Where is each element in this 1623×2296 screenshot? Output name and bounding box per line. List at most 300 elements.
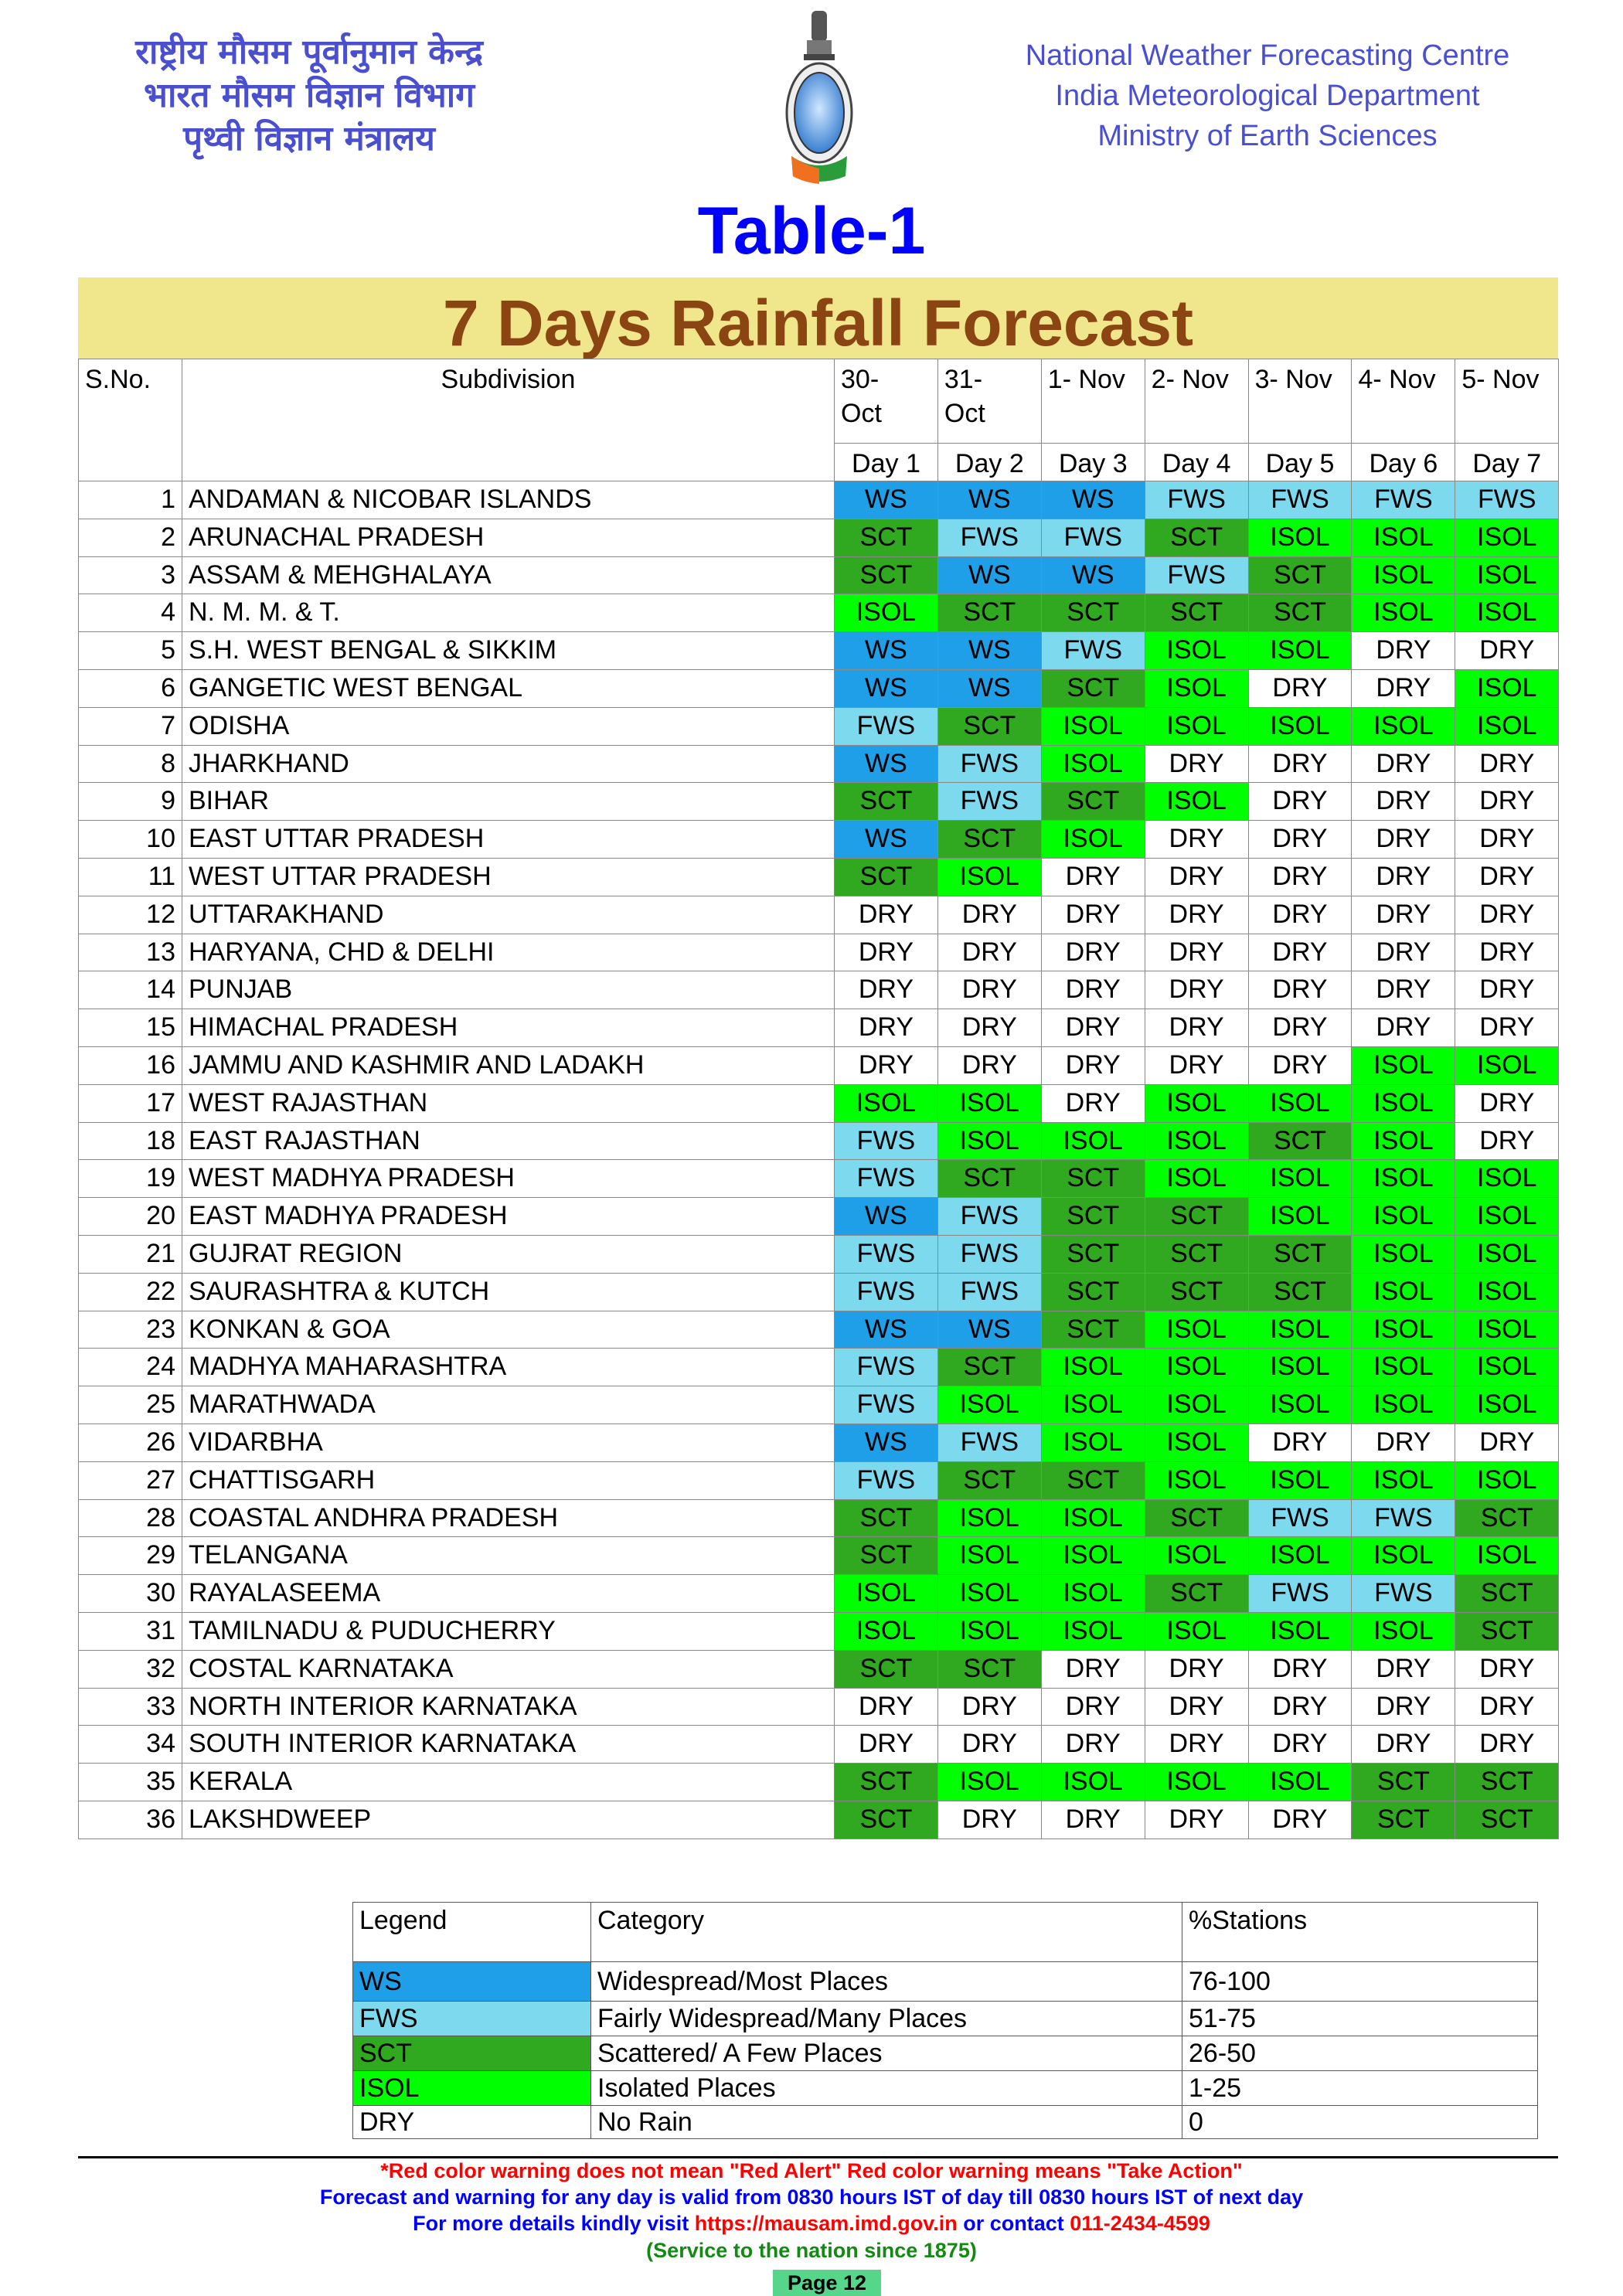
- sno-cell: 3: [79, 556, 182, 594]
- legend-row: [353, 2036, 1538, 2071]
- forecast-cell: ISOL: [1352, 1273, 1455, 1311]
- legend-code: SCT: [353, 2036, 591, 2071]
- forecast-cell: WS: [835, 632, 938, 670]
- table-row: [79, 783, 1559, 821]
- subdivision-cell: GUJRAT REGION: [182, 1235, 835, 1273]
- forecast-table: [78, 359, 1559, 1839]
- phone-number: 011-2434-4599: [1070, 2212, 1210, 2235]
- forecast-cell: ISOL: [1041, 745, 1145, 783]
- legend-row: [353, 2071, 1538, 2106]
- forecast-cell: ISOL: [1145, 669, 1248, 707]
- forecast-cell: DRY: [835, 1688, 938, 1726]
- forecast-cell: FWS: [1455, 481, 1559, 519]
- sno-cell: 29: [79, 1537, 182, 1575]
- legend-category: Scattered/ A Few Places: [591, 2036, 1182, 2071]
- sno-cell: 30: [79, 1575, 182, 1613]
- sno-cell: 20: [79, 1198, 182, 1236]
- forecast-cell: DRY: [937, 1801, 1041, 1839]
- table-row: [79, 1424, 1559, 1461]
- table-label: Table-1: [697, 194, 926, 268]
- sno-cell: 24: [79, 1349, 182, 1386]
- forecast-cell: SCT: [937, 1650, 1041, 1688]
- forecast-cell: WS: [937, 632, 1041, 670]
- forecast-cell: DRY: [1455, 1650, 1559, 1688]
- table-row: [79, 1349, 1559, 1386]
- forecast-cell: ISOL: [1455, 1386, 1559, 1424]
- subdivision-cell: NORTH INTERIOR KARNATAKA: [182, 1688, 835, 1726]
- legend-row: [353, 1962, 1538, 2002]
- day-header: Day 5: [1248, 444, 1352, 481]
- table-row: [79, 1160, 1559, 1198]
- forecast-cell: WS: [835, 1311, 938, 1349]
- forecast-cell: SCT: [1352, 1764, 1455, 1801]
- subdivision-cell: WEST UTTAR PRADESH: [182, 858, 835, 896]
- forecast-cell: ISOL: [937, 1122, 1041, 1160]
- hindi-line: राष्ट्रीय मौसम पूर्वानुमान केन्द्र: [135, 32, 483, 72]
- forecast-cell: SCT: [835, 1801, 938, 1839]
- forecast-cell: DRY: [1145, 821, 1248, 859]
- sno-cell: 6: [79, 669, 182, 707]
- forecast-cell: ISOL: [1145, 707, 1248, 745]
- legend-category: No Rain: [591, 2106, 1182, 2139]
- forecast-cell: ISOL: [1145, 1160, 1248, 1198]
- forecast-cell: DRY: [1352, 934, 1455, 971]
- forecast-cell: ISOL: [1145, 1122, 1248, 1160]
- sno-cell: 4: [79, 594, 182, 632]
- hindi-line: पृथ्वी विज्ञान मंत्रालय: [183, 119, 435, 158]
- subdivision-cell: MADHYA MAHARASHTRA: [182, 1349, 835, 1386]
- table-row: [79, 1575, 1559, 1613]
- table-row: [79, 1084, 1559, 1122]
- forecast-cell: ISOL: [1041, 1764, 1145, 1801]
- forecast-cell: ISOL: [1455, 556, 1559, 594]
- date-header: 31- Oct: [937, 359, 1041, 444]
- forecast-cell: FWS: [835, 1461, 938, 1499]
- forecast-cell: DRY: [1145, 934, 1248, 971]
- table-row: [79, 745, 1559, 783]
- forecast-cell: FWS: [835, 1349, 938, 1386]
- forecast-cell: DRY: [1352, 821, 1455, 859]
- forecast-cell: FWS: [835, 707, 938, 745]
- forecast-cell: ISOL: [1455, 707, 1559, 745]
- forecast-cell: SCT: [1041, 669, 1145, 707]
- forecast-cell: ISOL: [1041, 1386, 1145, 1424]
- table-row: [79, 1311, 1559, 1349]
- forecast-cell: ISOL: [1455, 1160, 1559, 1198]
- forecast-cell: DRY: [1352, 1424, 1455, 1461]
- forecast-cell: SCT: [1041, 594, 1145, 632]
- forecast-cell: ISOL: [1145, 783, 1248, 821]
- forecast-cell: DRY: [1041, 858, 1145, 896]
- date-header: 3- Nov: [1248, 359, 1352, 444]
- sno-cell: 11: [79, 858, 182, 896]
- forecast-cell: DRY: [1145, 1009, 1248, 1047]
- forecast-cell: WS: [835, 1198, 938, 1236]
- sno-cell: 19: [79, 1160, 182, 1198]
- subdivision-header: Subdivision: [182, 359, 835, 481]
- legend-stations: 0: [1182, 2106, 1538, 2139]
- forecast-cell: DRY: [1145, 858, 1248, 896]
- forecast-cell: ISOL: [1041, 1612, 1145, 1650]
- forecast-cell: DRY: [1455, 858, 1559, 896]
- forecast-cell: SCT: [1041, 1461, 1145, 1499]
- forecast-cell: SCT: [1145, 1575, 1248, 1613]
- forecast-cell: SCT: [835, 858, 938, 896]
- forecast-cell: ISOL: [1352, 707, 1455, 745]
- forecast-cell: ISOL: [1145, 1084, 1248, 1122]
- forecast-cell: ISOL: [1248, 1612, 1352, 1650]
- forecast-cell: DRY: [1455, 934, 1559, 971]
- sno-cell: 18: [79, 1122, 182, 1160]
- forecast-cell: DRY: [1145, 1650, 1248, 1688]
- sno-cell: 33: [79, 1688, 182, 1726]
- legend-header: %Stations: [1182, 1903, 1538, 1962]
- forecast-cell: ISOL: [1248, 1386, 1352, 1424]
- forecast-cell: DRY: [1248, 669, 1352, 707]
- subdivision-cell: EAST UTTAR PRADESH: [182, 821, 835, 859]
- subdivision-cell: S.H. WEST BENGAL & SIKKIM: [182, 632, 835, 670]
- table-row: [79, 896, 1559, 934]
- forecast-cell: SCT: [937, 1160, 1041, 1198]
- subdivision-cell: ARUNACHAL PRADESH: [182, 519, 835, 556]
- hindi-org-name: [85, 31, 533, 161]
- table-row: [79, 1461, 1559, 1499]
- forecast-cell: DRY: [835, 1046, 938, 1084]
- forecast-cell: ISOL: [1352, 1235, 1455, 1273]
- sno-cell: 34: [79, 1726, 182, 1764]
- forecast-cell: DRY: [835, 934, 938, 971]
- forecast-cell: DRY: [1041, 934, 1145, 971]
- forecast-cell: DRY: [1455, 896, 1559, 934]
- table-row: [79, 1198, 1559, 1236]
- forecast-cell: ISOL: [1248, 1764, 1352, 1801]
- forecast-cell: SCT: [1041, 1160, 1145, 1198]
- forecast-cell: DRY: [1352, 783, 1455, 821]
- forecast-cell: ISOL: [1352, 1122, 1455, 1160]
- forecast-cell: WS: [937, 669, 1041, 707]
- forecast-cell: SCT: [835, 783, 938, 821]
- sno-cell: 8: [79, 745, 182, 783]
- details-note: [0, 2212, 1623, 2236]
- legend-header: Category: [591, 1903, 1182, 1962]
- forecast-cell: FWS: [937, 1198, 1041, 1236]
- forecast-cell: DRY: [937, 1688, 1041, 1726]
- forecast-cell: FWS: [835, 1235, 938, 1273]
- forecast-cell: DRY: [937, 971, 1041, 1009]
- english-org-name: [1005, 36, 1530, 156]
- forecast-cell: ISOL: [1145, 1537, 1248, 1575]
- forecast-cell: DRY: [1248, 858, 1352, 896]
- forecast-cell: SCT: [937, 1349, 1041, 1386]
- forecast-cell: SCT: [1041, 1273, 1145, 1311]
- table-row: [79, 519, 1559, 556]
- sno-cell: 7: [79, 707, 182, 745]
- legend-stations: 51-75: [1182, 2002, 1538, 2036]
- forecast-cell: DRY: [1145, 1046, 1248, 1084]
- subdivision-cell: TAMILNADU & PUDUCHERRY: [182, 1612, 835, 1650]
- table-row: [79, 707, 1559, 745]
- forecast-cell: DRY: [1145, 1726, 1248, 1764]
- subdivision-cell: EAST MADHYA PRADESH: [182, 1198, 835, 1236]
- banner-title: 7 Days Rainfall Forecast: [78, 277, 1558, 359]
- subdivision-cell: COASTAL ANDHRA PRADESH: [182, 1499, 835, 1537]
- forecast-cell: FWS: [1352, 1499, 1455, 1537]
- forecast-cell: SCT: [1041, 783, 1145, 821]
- forecast-cell: ISOL: [1145, 1461, 1248, 1499]
- forecast-cell: ISOL: [835, 594, 938, 632]
- forecast-cell: DRY: [1145, 896, 1248, 934]
- table-row: [79, 1046, 1559, 1084]
- forecast-cell: ISOL: [835, 1612, 938, 1650]
- subdivision-cell: UTTARAKHAND: [182, 896, 835, 934]
- sno-cell: 36: [79, 1801, 182, 1839]
- forecast-cell: DRY: [835, 896, 938, 934]
- forecast-cell: WS: [835, 745, 938, 783]
- subdivision-cell: COSTAL KARNATAKA: [182, 1650, 835, 1688]
- sno-cell: 5: [79, 632, 182, 670]
- table-row: [79, 1537, 1559, 1575]
- forecast-cell: WS: [1041, 481, 1145, 519]
- forecast-cell: SCT: [1248, 1273, 1352, 1311]
- legend-stations: 26-50: [1182, 2036, 1538, 2071]
- details-prefix: For more details kindly visit: [413, 2212, 695, 2235]
- footer-divider: [78, 2156, 1558, 2158]
- subdivision-cell: EAST RAJASTHAN: [182, 1122, 835, 1160]
- day-header: Day 3: [1041, 444, 1145, 481]
- sno-cell: 25: [79, 1386, 182, 1424]
- forecast-cell: DRY: [1145, 971, 1248, 1009]
- forecast-cell: FWS: [1248, 481, 1352, 519]
- forecast-cell: DRY: [1352, 669, 1455, 707]
- subdivision-cell: VIDARBHA: [182, 1424, 835, 1461]
- subdivision-cell: WEST RAJASTHAN: [182, 1084, 835, 1122]
- table-row: [79, 1726, 1559, 1764]
- forecast-cell: ISOL: [1248, 1084, 1352, 1122]
- forecast-cell: DRY: [1145, 745, 1248, 783]
- forecast-cell: FWS: [835, 1122, 938, 1160]
- table-row: [79, 1764, 1559, 1801]
- forecast-cell: ISOL: [937, 1537, 1041, 1575]
- subdivision-cell: WEST MADHYA PRADESH: [182, 1160, 835, 1198]
- forecast-cell: DRY: [1041, 1688, 1145, 1726]
- forecast-cell: ISOL: [1352, 594, 1455, 632]
- sno-cell: 28: [79, 1499, 182, 1537]
- forecast-cell: SCT: [937, 707, 1041, 745]
- forecast-cell: DRY: [1248, 971, 1352, 1009]
- forecast-cell: DRY: [1352, 896, 1455, 934]
- english-line: India Meteorological Department: [1055, 80, 1480, 112]
- legend-code: WS: [353, 1962, 591, 2002]
- page-number: Page 12: [773, 2270, 881, 2296]
- forecast-cell: SCT: [1145, 519, 1248, 556]
- forecast-cell: DRY: [1455, 821, 1559, 859]
- forecast-cell: FWS: [1248, 1499, 1352, 1537]
- legend-code: ISOL: [353, 2071, 591, 2106]
- sno-cell: 35: [79, 1764, 182, 1801]
- subdivision-cell: RAYALASEEMA: [182, 1575, 835, 1613]
- forecast-cell: DRY: [1352, 1688, 1455, 1726]
- forecast-cell: SCT: [1145, 1273, 1248, 1311]
- legend-header: Legend: [353, 1903, 591, 1962]
- forecast-cell: DRY: [1455, 1726, 1559, 1764]
- forecast-cell: SCT: [1455, 1764, 1559, 1801]
- forecast-cell: DRY: [937, 1009, 1041, 1047]
- forecast-cell: DRY: [835, 1009, 938, 1047]
- table-row: [79, 1009, 1559, 1047]
- legend-header-row: [353, 1903, 1538, 1962]
- forecast-cell: SCT: [1248, 1122, 1352, 1160]
- forecast-cell: DRY: [1041, 1801, 1145, 1839]
- forecast-cell: ISOL: [1248, 519, 1352, 556]
- subdivision-cell: ASSAM & MEHGHALAYA: [182, 556, 835, 594]
- table-row: [79, 1235, 1559, 1273]
- forecast-cell: DRY: [835, 1726, 938, 1764]
- forecast-cell: DRY: [1455, 1009, 1559, 1047]
- forecast-cell: DRY: [1455, 745, 1559, 783]
- forecast-cell: ISOL: [1248, 1461, 1352, 1499]
- imd-emblem-icon: [765, 5, 873, 187]
- forecast-cell: ISOL: [1145, 1612, 1248, 1650]
- forecast-cell: DRY: [1455, 783, 1559, 821]
- forecast-cell: DRY: [1041, 1726, 1145, 1764]
- forecast-cell: ISOL: [1352, 1386, 1455, 1424]
- contact-text: or contact: [957, 2212, 1070, 2235]
- forecast-cell: ISOL: [1145, 1424, 1248, 1461]
- forecast-cell: SCT: [937, 1461, 1041, 1499]
- forecast-cell: SCT: [1145, 1499, 1248, 1537]
- hindi-line: भारत मौसम विज्ञान विभाग: [144, 76, 475, 115]
- forecast-cell: DRY: [937, 896, 1041, 934]
- forecast-cell: WS: [937, 556, 1041, 594]
- forecast-cell: SCT: [1455, 1575, 1559, 1613]
- sno-cell: 21: [79, 1235, 182, 1273]
- forecast-cell: ISOL: [1455, 1311, 1559, 1349]
- forecast-cell: ISOL: [1455, 594, 1559, 632]
- subdivision-cell: TELANGANA: [182, 1537, 835, 1575]
- subdivision-cell: KERALA: [182, 1764, 835, 1801]
- forecast-cell: FWS: [1352, 1575, 1455, 1613]
- website-link[interactable]: https://mausam.imd.gov.in: [694, 2212, 958, 2235]
- subdivision-cell: ANDAMAN & NICOBAR ISLANDS: [182, 481, 835, 519]
- forecast-cell: ISOL: [1352, 1160, 1455, 1198]
- forecast-cell: DRY: [1248, 745, 1352, 783]
- forecast-cell: ISOL: [1248, 632, 1352, 670]
- forecast-cell: ISOL: [1352, 1349, 1455, 1386]
- forecast-cell: SCT: [1248, 594, 1352, 632]
- forecast-cell: DRY: [1352, 745, 1455, 783]
- forecast-cell: ISOL: [1145, 1764, 1248, 1801]
- forecast-cell: ISOL: [1352, 1046, 1455, 1084]
- forecast-cell: SCT: [1455, 1499, 1559, 1537]
- forecast-cell: SCT: [937, 594, 1041, 632]
- forecast-cell: DRY: [1041, 1084, 1145, 1122]
- forecast-cell: DRY: [1248, 896, 1352, 934]
- forecast-cell: DRY: [835, 971, 938, 1009]
- forecast-cell: ISOL: [1455, 1235, 1559, 1273]
- forecast-cell: SCT: [1041, 1235, 1145, 1273]
- forecast-cell: DRY: [1455, 971, 1559, 1009]
- forecast-cell: DRY: [1352, 1726, 1455, 1764]
- sno-cell: 9: [79, 783, 182, 821]
- forecast-cell: DRY: [1352, 858, 1455, 896]
- day-header: Day 4: [1145, 444, 1248, 481]
- day-header: Day 7: [1455, 444, 1559, 481]
- legend-row: [353, 2106, 1538, 2139]
- forecast-cell: DRY: [1248, 783, 1352, 821]
- subdivision-cell: N. M. M. & T.: [182, 594, 835, 632]
- forecast-cell: DRY: [1455, 1122, 1559, 1160]
- forecast-cell: DRY: [1352, 971, 1455, 1009]
- legend-stations: 76-100: [1182, 1962, 1538, 2002]
- forecast-cell: SCT: [1145, 1235, 1248, 1273]
- date-header: 5- Nov: [1455, 359, 1559, 444]
- forecast-cell: DRY: [1248, 1801, 1352, 1839]
- warning-note: *Red color warning does not mean "Red Alert" Red color warning means "Take Action": [380, 2159, 1243, 2182]
- forecast-cell: SCT: [1041, 1198, 1145, 1236]
- forecast-cell: ISOL: [937, 1084, 1041, 1122]
- service-note: (Service to the nation since 1875): [646, 2239, 977, 2262]
- forecast-cell: ISOL: [1145, 632, 1248, 670]
- forecast-cell: FWS: [1041, 519, 1145, 556]
- forecast-cell: ISOL: [1455, 669, 1559, 707]
- sno-cell: 26: [79, 1424, 182, 1461]
- forecast-cell: DRY: [1248, 934, 1352, 971]
- forecast-cell: ISOL: [1352, 1537, 1455, 1575]
- sno-cell: 10: [79, 821, 182, 859]
- day-header: Day 1: [835, 444, 938, 481]
- table-row: [79, 858, 1559, 896]
- forecast-cell: SCT: [1455, 1612, 1559, 1650]
- forecast-cell: ISOL: [1041, 707, 1145, 745]
- table-row: [79, 1612, 1559, 1650]
- forecast-cell: ISOL: [1145, 1311, 1248, 1349]
- forecast-cell: FWS: [1352, 481, 1455, 519]
- validity-note: Forecast and warning for any day is valid from 0830 hours IST of day till 0830 hours IST of next day: [319, 2185, 1304, 2209]
- forecast-cell: FWS: [835, 1273, 938, 1311]
- sno-cell: 1: [79, 481, 182, 519]
- forecast-cell: WS: [1041, 556, 1145, 594]
- forecast-cell: ISOL: [1455, 1198, 1559, 1236]
- forecast-cell: DRY: [1352, 1650, 1455, 1688]
- forecast-cell: DRY: [1248, 1424, 1352, 1461]
- date-header: 4- Nov: [1352, 359, 1455, 444]
- forecast-cell: ISOL: [835, 1575, 938, 1613]
- forecast-cell: DRY: [1248, 1009, 1352, 1047]
- sno-cell: 31: [79, 1612, 182, 1650]
- forecast-cell: ISOL: [1041, 1349, 1145, 1386]
- day-header: Day 6: [1352, 444, 1455, 481]
- forecast-cell: ISOL: [937, 1386, 1041, 1424]
- subdivision-cell: GANGETIC WEST BENGAL: [182, 669, 835, 707]
- table-row: [79, 1801, 1559, 1839]
- forecast-cell: DRY: [1248, 1046, 1352, 1084]
- forecast-cell: ISOL: [1352, 1461, 1455, 1499]
- table-row: [79, 1122, 1559, 1160]
- forecast-cell: ISOL: [1041, 1575, 1145, 1613]
- table-row: [79, 556, 1559, 594]
- forecast-cell: DRY: [1455, 632, 1559, 670]
- forecast-cell: FWS: [1041, 632, 1145, 670]
- sno-cell: 15: [79, 1009, 182, 1047]
- forecast-cell: WS: [835, 1424, 938, 1461]
- forecast-cell: DRY: [1041, 1009, 1145, 1047]
- forecast-cell: DRY: [1041, 1046, 1145, 1084]
- forecast-cell: SCT: [835, 1499, 938, 1537]
- legend-row: [353, 2002, 1538, 2036]
- sno-cell: 32: [79, 1650, 182, 1688]
- forecast-cell: ISOL: [937, 1499, 1041, 1537]
- forecast-cell: DRY: [1248, 1726, 1352, 1764]
